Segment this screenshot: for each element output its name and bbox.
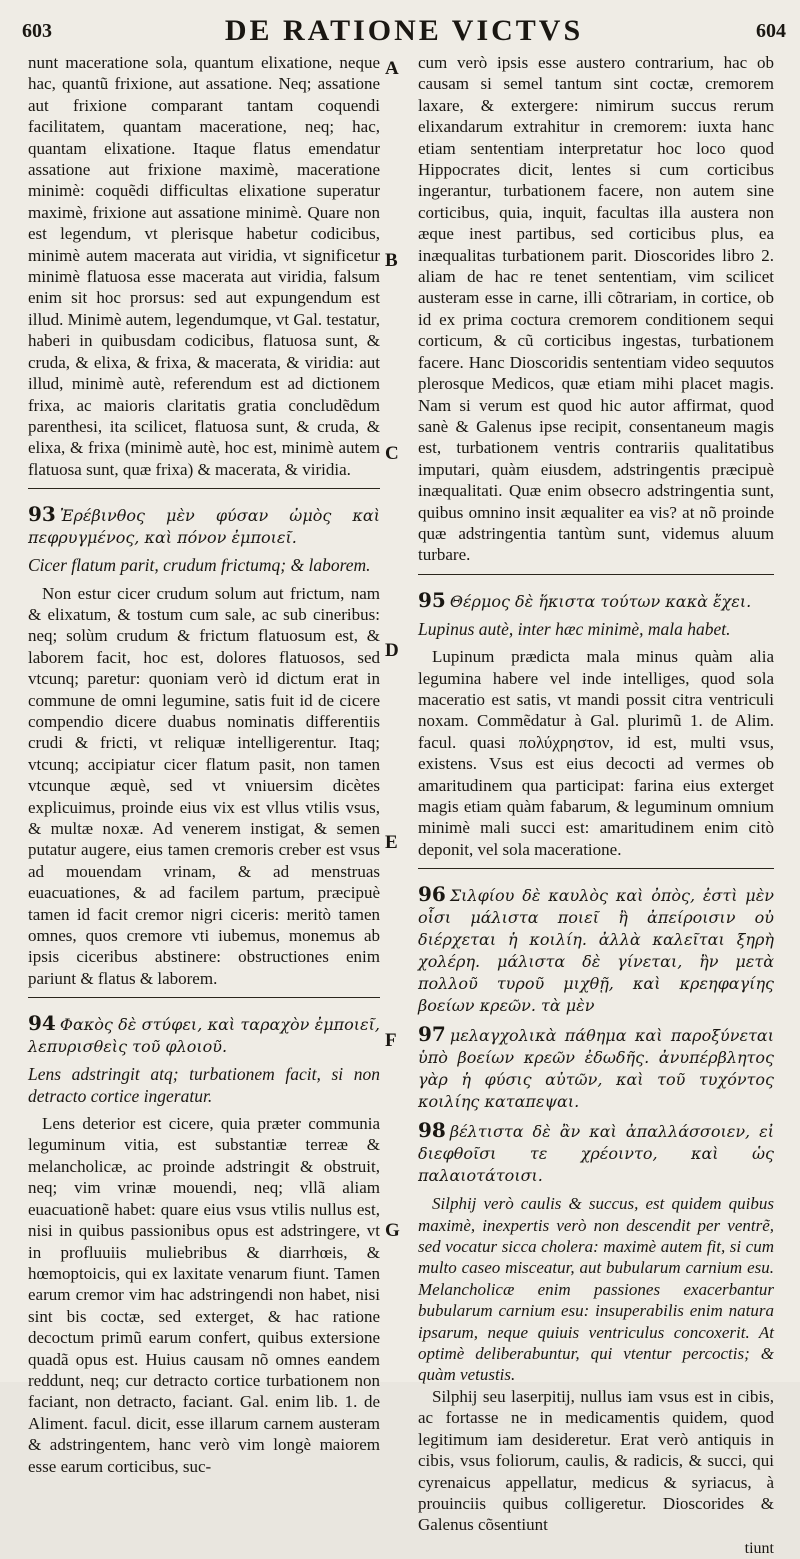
- paragraph: Non estur cicer crudum solum aut frictum, nam & elixatum, & tostum cum sale, ac sub cineribus: neq; solùm crudum & frictum flatuosum est, & laborem facit, hoc est, dolores flatuosos, sed vtcunq; paretur: quoniam verò id dictum erat in commune de omni legumine, satis fuit id de cicere compendio dicere duabus nominatis differentiis crudi & fricti, vt reliquæ intelligerentur. Itaq; vtcunq; accipiatur cicer flatum pasit, non tamen vtcunque æquè, sed vt vniuersim dicètes explicuimus, proinde eius vix est vllus vtilis vsus, & multæ noxæ. Ad venerem instigat, & semen putatur augere, eius tamen cremoris creber est vsus ad mouendam vrinam, & ad menstruas euacuationes, & ad facilem partum, præcipuè tamen id facit cremor nigri ciceris: meritò tamen omnes, quos cremore vti iubemus, monemus ab ipsis ciceribus abstinere: obstructiones enim pariunt & flatus & laborem.: [28, 583, 380, 988]
- greek-text: [418, 589, 774, 613]
- greek-text: [28, 1012, 380, 1058]
- section-divider: [28, 997, 380, 998]
- aphorism-number: 93: [28, 502, 56, 527]
- aphorism-number: 97: [418, 1022, 446, 1047]
- margin-letter-c: C: [385, 443, 399, 464]
- section-divider: [418, 574, 774, 575]
- latin-heading: Lens adstringit atq; turbationem facit, si non detracto cortice ingeratur.: [28, 1064, 380, 1106]
- margin-letter-e: E: [385, 832, 398, 853]
- right-column: [418, 52, 774, 1559]
- greek-line: Θέρμος δὲ ἥκιστα τούτων κακὰ ἔχει.: [449, 591, 752, 611]
- aphorism-number: 95: [418, 587, 446, 612]
- latin-heading: Cicer flatum parit, crudum frictumq; & laborem.: [28, 555, 371, 576]
- aphorism-number: 96: [418, 882, 446, 907]
- aphorism-number: 94: [28, 1011, 56, 1036]
- margin-letter-b: B: [385, 250, 398, 271]
- greek-line: Σιλφίου δὲ καυλὸς καὶ ὀπὸς, ἐστὶ μὲν οἷσι μάλιστα ποιεῖ ἢ ἀπείροισιν οὐ διέρχεται ἡ κοιλίη. ἀλλὰ καλεῖται ξηρὴ χολέρη. μάλιστα δὲ γίνεται, ἢν μετὰ πολλοῦ τυροῦ μιχθῇ, καὶ κρεηφαγίης βοείων κρεῶν. τὰ μὲν: [418, 886, 774, 1016]
- margin-letter-g: G: [385, 1220, 400, 1241]
- greek-text: [28, 503, 380, 549]
- margin-letter-a: A: [385, 58, 399, 79]
- section-divider: [28, 488, 380, 489]
- paragraph: Lens deterior est cicere, quia præter communia leguminum vitia, est substantiæ terreæ & melancholicæ, ac proinde adstringit & obstruit, neq; vim vrinæ mouendi, neq; vllã aliam euacuationẽ habet: quare eius vsus vtilis nullus est, nisi in quibus passionibus opus est adstringere, vt in profluuiis muliebribus & diarrhœis, & hœmoptoicis, qui ex laxitate venarum fiunt. Tamen earum cremor vim hac adstringendi non habet, nisi sint bis coctæ, sed exterget, & hac ratione decoctum primũ earum confert, quibus extersione quadã opus est. Huius causam nõ omnes eandem reddunt, neq; cur detracto cortice turbationem non faciant, non detracto, faciant. Gal. enim lib. 1. de Aliment. facul. dicit, esse illarum carnem austeram & adstringentem, hanc verò vim longè maiorem esse earum corticibus, suc-: [28, 1114, 380, 1476]
- page-number-left: 603: [22, 20, 52, 42]
- aphorism-number: 98: [418, 1118, 446, 1143]
- latin-translation: Silphij verò caulis & succus, est quidem quibus maximè, inexpertis verò non descendit per ventrẽ, sed vocatur sicca cholera: maximè autem fit, si cum multo caseo misceatur, aut bubularum carnium esu. Melancholicæ enim passiones exacerbantur bubularum carnium esu: insuperabilis enim natura ipsarum, neque quiuis ventriculus concoxerit. At optimè deliberabuntur, qui vtentur percoctis; & quàm vetustis.: [418, 1194, 774, 1385]
- paragraph: cum verò ipsis esse austero contrarium, hac ob causam si semel tantum sint coctæ, cremorem laxare, & extergere: nimirum succus rerum elixandarum extrahitur in cremorem: iuxta hanc etiam sententiam interpretatur hoc loco quod Hippocrates dicit, lentes si cum corticibus ingerantur, turbationem facere, non autem sine corticibus, quia, inquit, facultas illa austera non æque inest partibus, sed corticibus plus, ea inæqualitas turbationem parit. Dioscorides libro 2. aliam de hac re tenet sententiam, vim scilicet austeram esse in carne, illi cõtrariam, in cortice, ob id ex prima coctura cremorem conditionem sequi corticum, & cũ corticibus ingestas, turbationem facere. Hanc Dioscoridis sententiam video sequutos plerosque Medicos, quæ etiam mihi placet magis. Nam si verum est quod hic autor affirmat, quod sanè & Galenus ipse recipit, consentaneum magis est, turbationem ventris contrariis qualitatibus imputari, quàm eiusdem, adstringentis præcipuè inæqualitati. Quæ enim obsecro adstringentia sunt, quibus omnino insit æqualiter ea vis? at nõ proinde quæ adstringentia tantùm sunt, videmus aluum turbare.: [418, 53, 774, 565]
- latin-heading: Lupinus autè, inter hæc minimè, mala habet.: [418, 618, 731, 639]
- margin-letter-f: F: [385, 1030, 397, 1051]
- page-number-right: 604: [756, 20, 786, 42]
- paragraph: Silphij seu laserpitij, nullus iam vsus est in cibis, ac fortasse ne in medicamentis quidem, quod legitimum iam desideretur. Erat verò antiquis in cibis, vsus foliorum, caulis, & radicis, & succi, qui cyrenaicus appellatur, medicus & syriacus, à prouinciis quibus colligeretur. Dioscorides & Galenus cõsentiunt: [418, 1386, 774, 1535]
- margin-letter-d: D: [385, 640, 399, 661]
- greek-line: Φακὸς δὲ στύφει, καὶ ταραχὸν ἐμποιεῖ, λεπυρισθεὶς τοῦ φλοιοῦ.: [28, 1015, 380, 1057]
- paragraph: Lupinum prædicta mala minus quàm alia legumina habere vel inde intelliges, quod sola maceratio est satis, vt mandi possit citra ventriculi noxam. Commẽdatur à Gal. plurimũ 1. de Alim. facul. quasi πολύχρηστον, id est, multi vsus, existens. Vsus est eius decocti ad vermes ob amaritudinem qua participat: farina eius exterget magis etiam quàm fabarum, & leguminum omnium minimè mali succi est: amaritudinem enim citò deponit, vel sola maceratione.: [418, 647, 774, 859]
- greek-text: [418, 1119, 774, 1187]
- greek-line: Ἐρέβινθος μὲν φύσαν ὠμὸς καὶ πεφρυγμένος, καὶ πόνον ἐμποιεῖ.: [28, 506, 380, 548]
- running-title: DE RATIONE VICTVS: [224, 14, 584, 47]
- running-header: [22, 14, 786, 50]
- greek-line: βέλτιστα δὲ ἂν καὶ ἀπαλλάσσοιεν, εἰ διεφθοῖσι τε χρέοιντο, καὶ ὡς παλαιοτάτοισι.: [418, 1122, 774, 1186]
- greek-text: [418, 1023, 774, 1113]
- greek-line: μελαγχολικὰ πάθημα καὶ παροξύνεται ὑπὸ βοείων κρεῶν ἐδωδῆς. ἀνυπέρβλητος γὰρ ἡ φύσις αὐτῶν, καὶ τοῦ τυχόντος κοιλίης καταπεψαι.: [418, 1026, 774, 1112]
- section-divider: [418, 868, 774, 869]
- paragraph: nunt maceratione sola, quantum elixatione, neque hac, quantũ frixione, aut assatione. Neq; assatione aut frixione comparant tantam coquendi facilitatem, quantam maceratione, neq; hac, quantam elixatione. Itaque flatus emendatur assatione aut frixione maximè, maceratione minimè: coquẽdi difficultas elixatione superatur maximè, frixione aut assatione minimè. Quare non est legendum, vt plerisque habetur codicibus, minimè autem macerata aut viridia, vt significetur minimè flatuosa esse macerata aut viridia, falsum enim sit hoc prorsus: sed aut expungendum est illud. Minimè autem, legendumque, vt Gal. testatur, haberi in quibusdam codicibus, flatuosa sunt, & cruda, & elixa, & frixa, & macerata, & viridia: aut illud, minimè autè, referendum est ad dictionem frixa, ac maioris claritatis gratia concludẽdum parenthesi, ita scilicet, flatuosa sunt, & cruda, & elixa, & frixa (minimè autè, hoc est, minimè autem flatuosa sunt, quæ frixa) & macerata, & viridia.: [28, 53, 380, 479]
- greek-text: [418, 883, 774, 1017]
- catchword: tiunt: [744, 1539, 774, 1557]
- left-column: [28, 52, 380, 1477]
